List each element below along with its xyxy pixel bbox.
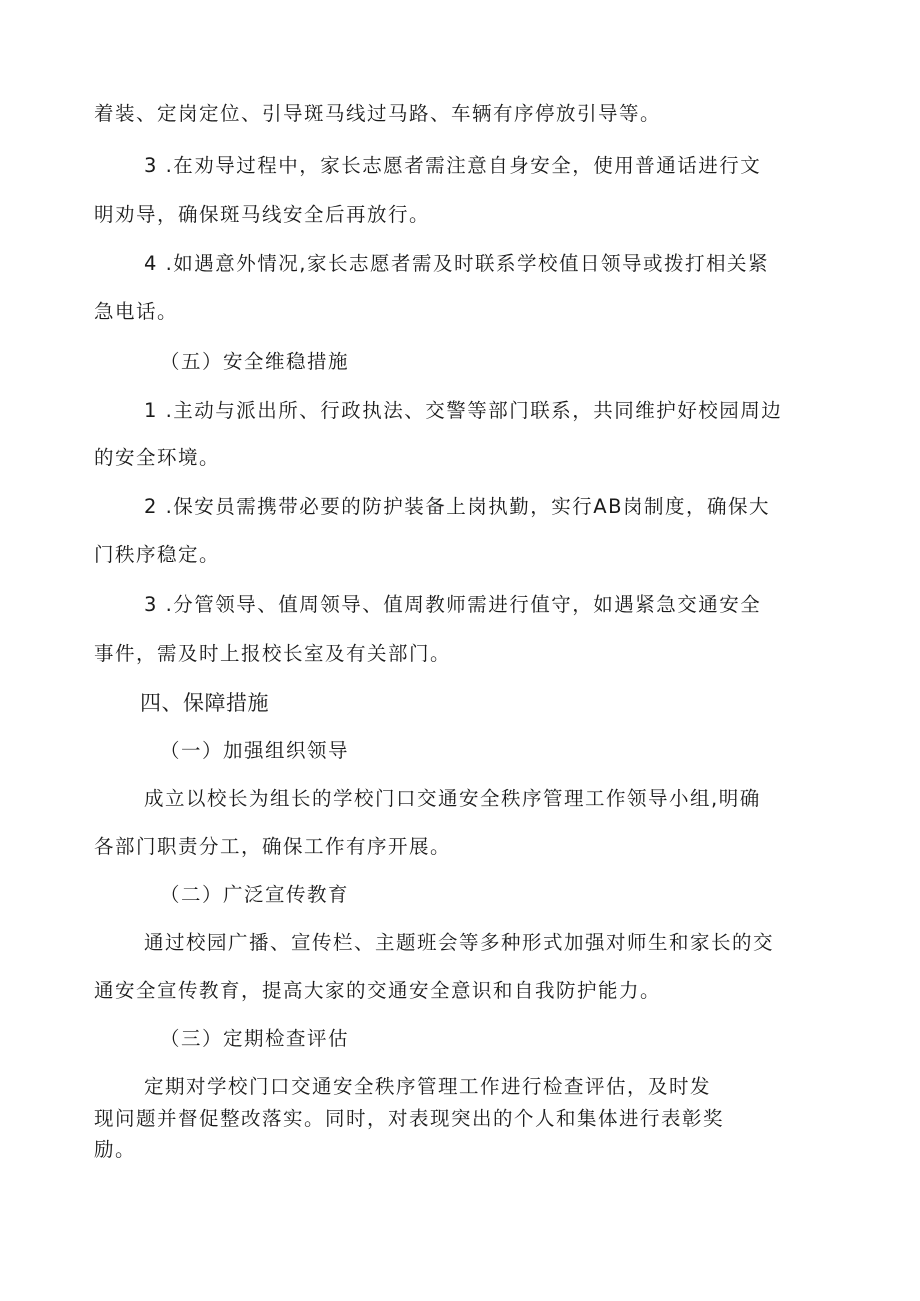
- list-item-1: 1 .主动与派出所、行政执法、交警等部门联系，共同维护好校园周边: [144, 399, 783, 422]
- paragraph-line: 各部门职责分工，确保工作有序开展。: [94, 835, 452, 858]
- subsection-heading: （二）广泛宣传教育: [160, 883, 350, 906]
- paragraph-line: 现问题并督促整改落实。同时，对表现突出的个人和集体进行表彰奖: [94, 1107, 725, 1130]
- paragraph-line: 通安全宣传教育，提高大家的交通安全意识和自我防护能力。: [94, 979, 662, 1002]
- paragraph-line: 明劝导，确保斑马线安全后再放行。: [94, 203, 431, 226]
- list-item-3: 3 .分管领导、值周领导、值周教师需进行值守，如遇紧急交通安全: [144, 593, 762, 616]
- subsection-heading: （五）安全维稳措施: [160, 350, 350, 373]
- paragraph-line: 急电话。: [94, 300, 179, 323]
- list-item-3: 3 .在劝导过程中，家长志愿者需注意自身安全，使用普通话进行文: [144, 154, 762, 177]
- paragraph-line: 成立以校长为组长的学校门口交通安全秩序管理工作领导小组,明确: [144, 787, 761, 810]
- list-item-4: 4 .如遇意外情况,家长志愿者需及时联系学校值日领导或拨打相关紧: [144, 252, 770, 275]
- section-heading: 四、保障措施: [140, 691, 269, 715]
- paragraph-line: 着装、定岗定位、引导斑马线过马路、车辆有序停放引导等。: [94, 102, 662, 125]
- list-item-2: 2 .保安员需携带必要的防护装备上岗执勤，实行AB岗制度，确保大: [144, 495, 771, 518]
- paragraph-line: 事件，需及时上报校长室及有关部门。: [94, 642, 452, 665]
- paragraph-line: 门秩序稳定。: [94, 543, 221, 566]
- subsection-heading: （三）定期检查评估: [160, 1027, 350, 1050]
- subsection-heading: （一）加强组织领导: [160, 739, 350, 762]
- paragraph-line: 通过校园广播、宣传栏、主题班会等多种形式加强对师生和家长的交: [144, 931, 775, 954]
- paragraph-line: 定期对学校门口交通安全秩序管理工作进行检查评估，及时发: [144, 1075, 712, 1098]
- paragraph-line: 励。: [94, 1138, 137, 1161]
- paragraph-line: 的安全环境。: [94, 446, 221, 469]
